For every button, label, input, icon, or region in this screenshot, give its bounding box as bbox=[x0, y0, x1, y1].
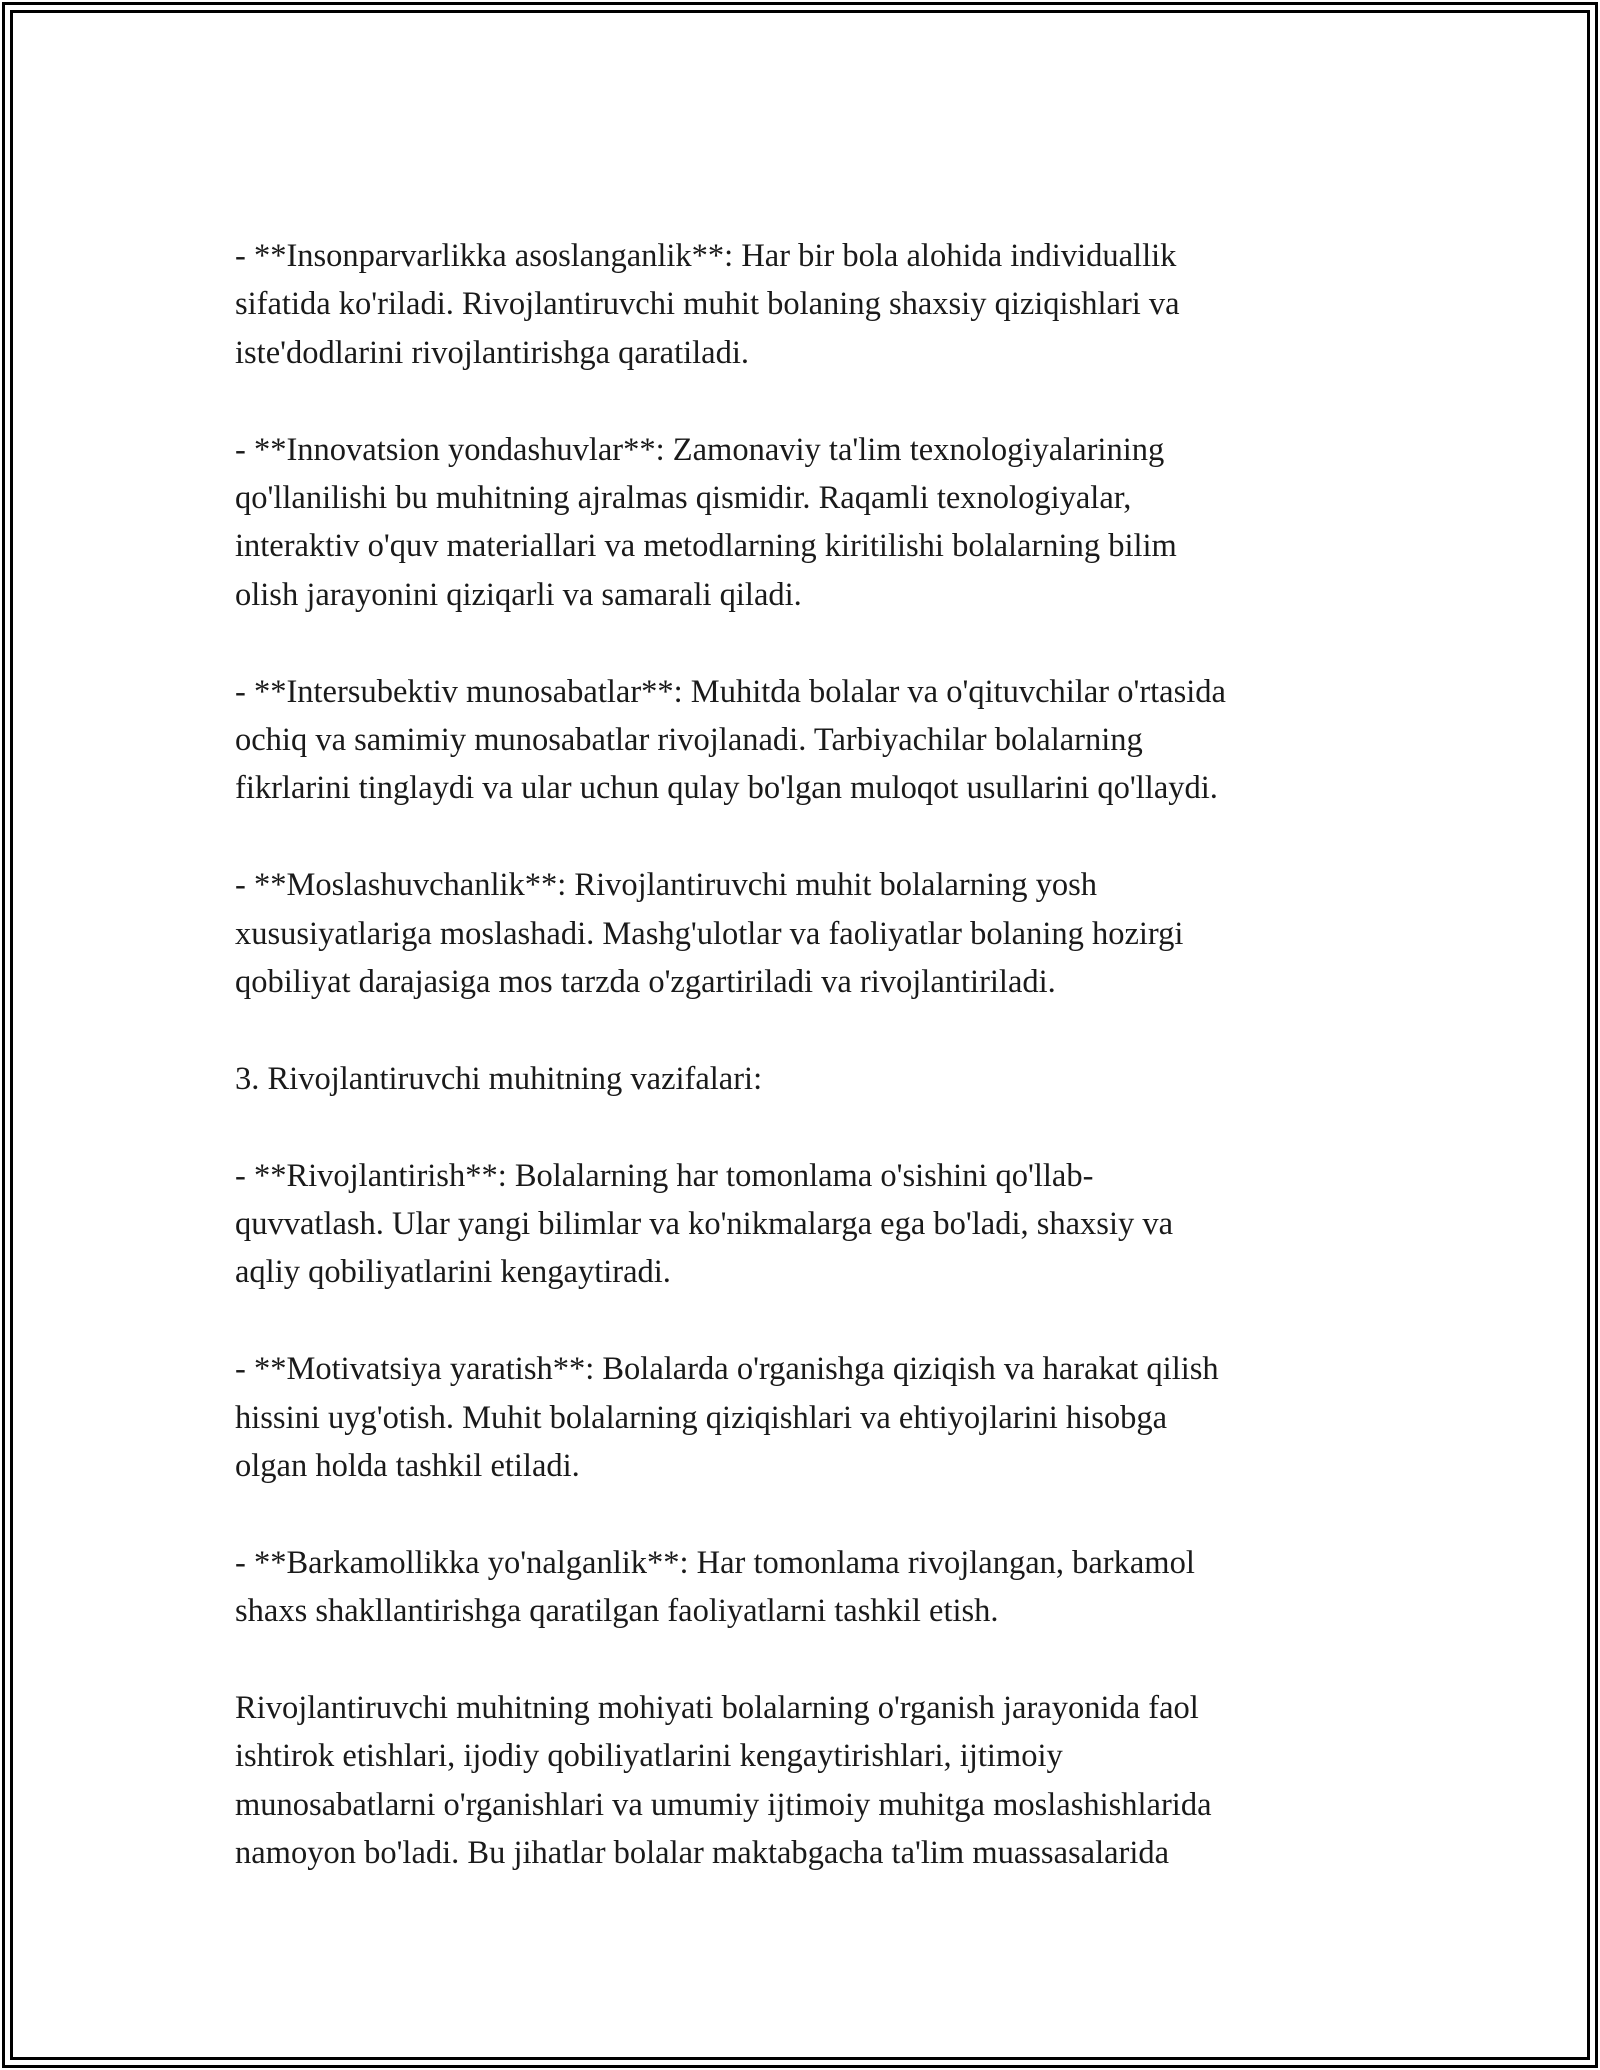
paragraph-barkamollik: - **Barkamollikka yo'nalganlik**: Har tomonlama rivojlangan, barkamol shaxs shakllantirishga qaratilgan faoliyatlarni tashkil etish. bbox=[235, 1544, 1195, 1630]
section-heading-vazifalar: 3. Rivojlantiruvchi muhitning vazifalari: bbox=[235, 1060, 763, 1097]
paragraph-moslashuvchanlik: - **Moslashuvchanlik**: Rivojlantiruvchi muhit bolalarning yosh xususiyatlariga moslashadi. Mashg'ulotlar va faoliyatlar bolaning hozirgi qobiliyat darajasiga mos tarzda o'zgartiriladi va rivojlantiriladi. bbox=[235, 867, 1184, 1001]
paragraph-intersubektiv: - **Intersubektiv munosabatlar**: Muhitda bolalar va o'qituvchilar o'rtasida ochiq va samimiy munosabatlar rivojlanadi. Tarbiyachilar bolalarning fikrlarini tinglaydi va ular uchun qulay bo'lgan muloqot usullarini qo'llaydi. bbox=[235, 673, 1226, 807]
paragraph-motivatsiya: - **Motivatsiya yaratish**: Bolalarda o'rganishga qiziqish va harakat qilish hissini uyg'otish. Muhit bolalarning qiziqishlari va ehtiyojlarini hisobga olgan holda tashkil etiladi. bbox=[235, 1351, 1219, 1485]
paragraph-mohiyat: Rivojlantiruvchi muhitning mohiyati bolalarning o'rganish jarayonida faol ishtirok etishlari, ijodiy qobiliyatlarini kengaytirishlari, ijtimoiy munosabatlarni o'rganishlari va umumiy ijtimoiy muhitga moslashishlarida namoyon bo'ladi. Bu jihatlar bolalar maktabgacha ta'lim muassasalarida bbox=[235, 1690, 1212, 1872]
document-body bbox=[235, 232, 1365, 1878]
paragraph-innovatsion: - **Innovatsion yondashuvlar**: Zamonaviy ta'lim texnologiyalarining qo'llanilishi bu muhitning ajralmas qismidir. Raqamli texnologiyalar, interaktiv o'quv materiallari va metodlarning kiritilishi bolalarning bilim olish jarayonini qiziqarli va samarali qiladi. bbox=[235, 431, 1177, 613]
paragraph-insonparvarlik: - **Insonparvarlikka asoslanganlik**: Har bir bola alohida individuallik sifatida ko'riladi. Rivojlantiruvchi muhit bolaning shaxsiy qiziqishlari va iste'dodlarini rivojlantirishga qaratiladi. bbox=[235, 238, 1180, 371]
paragraph-rivojlantirish: - **Rivojlantirish**: Bolalarning har tomonlama o'sishini qo'llab- quvvatlash. Ular yangi bilimlar va ko'nikmalarga ega bo'ladi, shaxsiy va aqliy qobiliyatlarini kengaytiradi. bbox=[235, 1157, 1174, 1291]
